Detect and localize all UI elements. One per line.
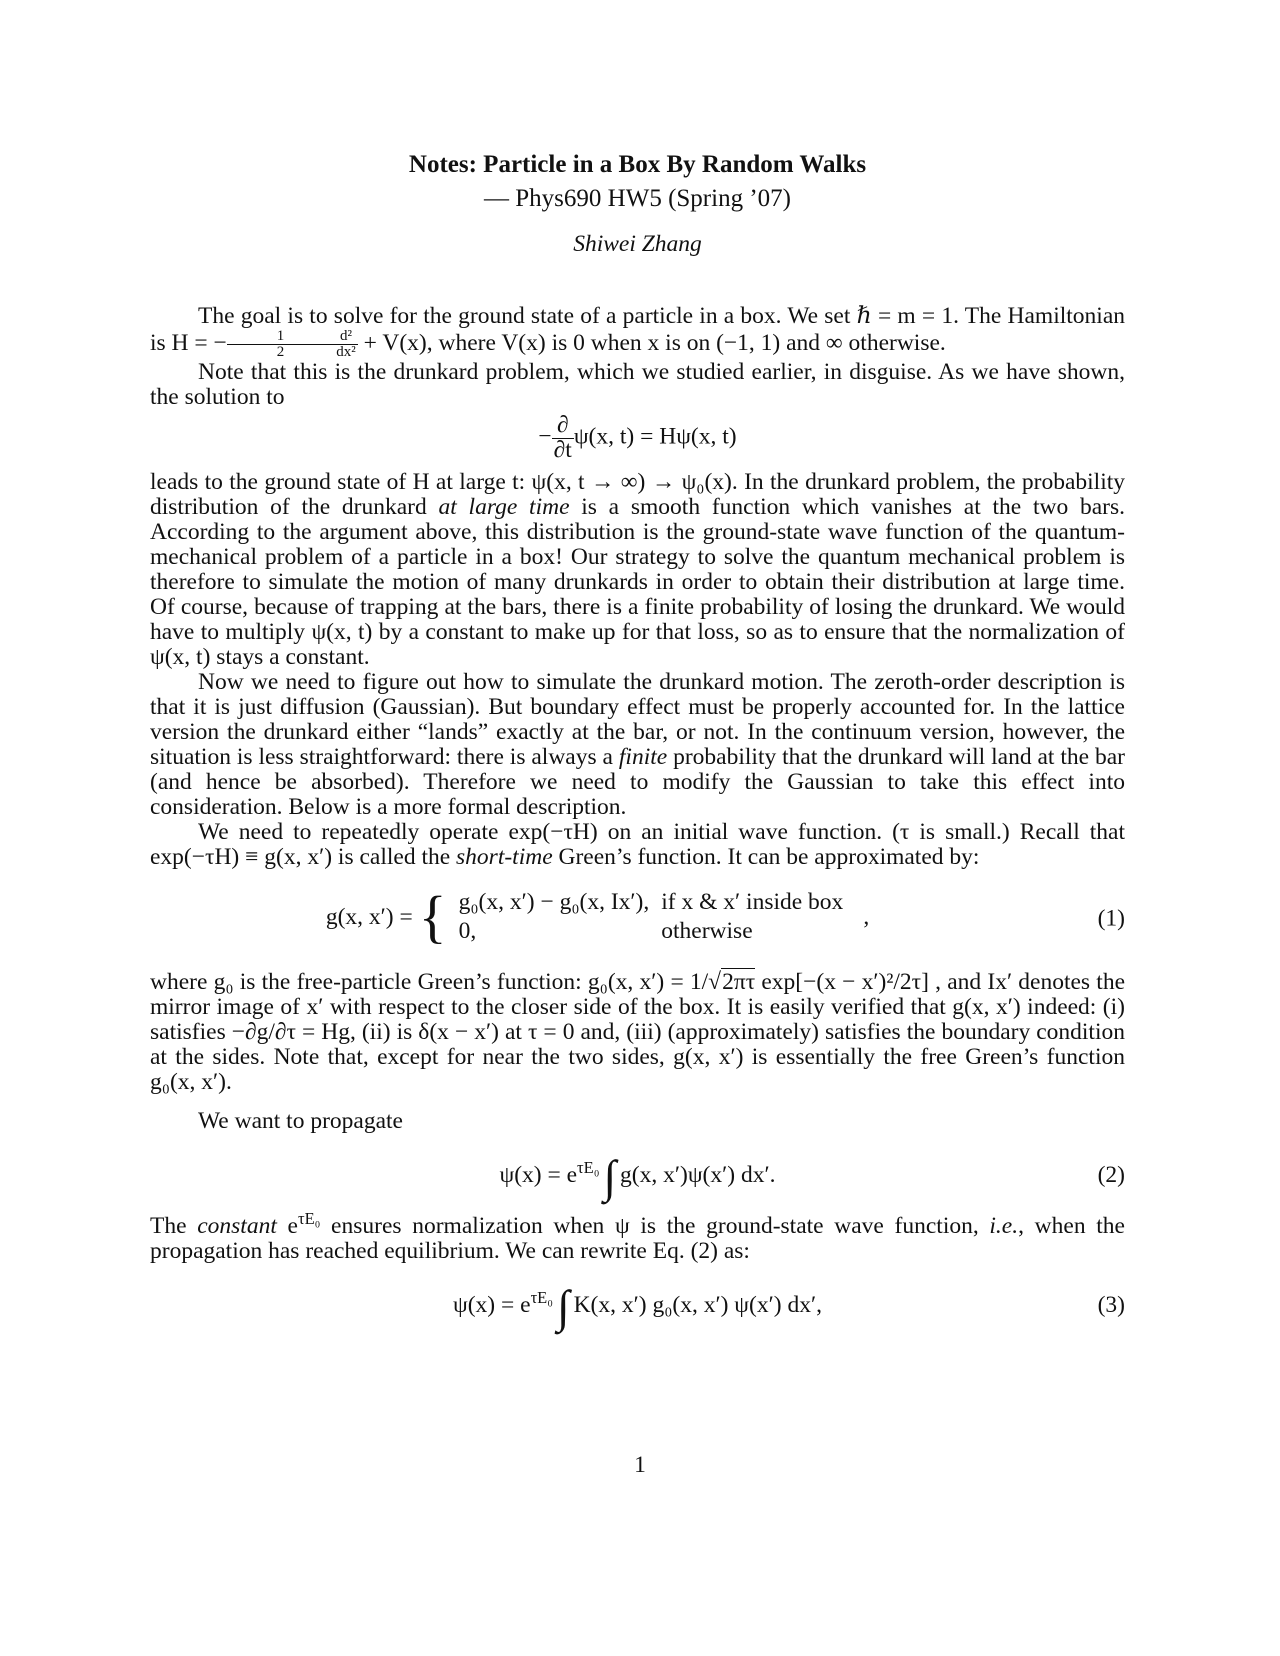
paragraph-4: Now we need to figure out how to simulate the drunkard motion. The zeroth-order description is that it is just diffusion (Gaussian). But boundary effect must be properly accounted for. In the lattice version the drunkard either “lands” exactly at the bar, or not. In the continuum version, however, the situation is less straightforward: there is always a finite probability that the drunkard will land at the bar (and hence be absorbed). Therefore we need to modify the Gaussian to take this effect into consideration. Below is a more formal description. — [150, 669, 1125, 820]
brace-symbol: { — [418, 884, 447, 949]
paragraph-8: The constant $e^{\tau E_0}$ ensures normalization when ψ is the ground-state wave function, i.e., when the propagation has reached equilibrium. We can rewrite Eq. (2) as: — [150, 1209, 1125, 1264]
paper-title: Notes: Particle in a Box By Random Walks — [408, 151, 867, 178]
piecewise-definition: g(x, x′) = { g₀(x, x′) − g₀(x, Ix′), if x & x′ inside box 0, otherwise , — [325, 884, 870, 949]
equation-number-1: (1) — [1097, 905, 1125, 932]
paragraph-5: We need to repeatedly operate exp(−τH) on an initial wave function. (τ is small.) Recall that exp(−τH) ≡ g(x, x′) is called the short-time Green’s function. It can be approximated by: — [150, 819, 1125, 870]
fraction-partial-t: $\frac{\partial}{\partial t}$ — [553, 412, 572, 463]
fraction-half: $\frac{1}{2}$ — [227, 329, 287, 360]
paragraph-2: Note that this is the drunkard problem, which we studied earlier, in disguise. As we have shown, the solution to — [150, 359, 1125, 410]
integral-symbol: ∫ — [556, 1280, 570, 1332]
cases-table: g₀(x, x′) − g₀(x, Ix′), if x & x′ inside box 0, otherwise — [458, 889, 844, 944]
page-number: 1 — [634, 1452, 646, 1478]
paragraph-7: We want to propagate — [198, 1108, 403, 1134]
paper-subtitle: — Phys690 HW5 (Spring ’07) — [484, 185, 791, 212]
fraction-second-derivative: $\frac{\text{d²}}{\text{dx²}}$ — [286, 329, 358, 360]
equation-1 — [150, 884, 1125, 950]
equation-number-3: (3) — [1097, 1292, 1125, 1318]
equation-diffusion: − $\frac{\partial}{\partial t}$ ψ(x, t) = Hψ(x, t) — [538, 412, 737, 463]
paragraph-3: leads to the ground state of H at large t: ψ(x, t → ∞) → ψ₀(x). In the drunkard problem, the probability distribution of the drunkard at large time is a smooth function which vanishes at the two bars. According to the argument above, this distribution is the ground-state wave function of the quantum-mechanical problem of a particle in a box! Our strategy to solve the quantum mechanical problem is therefore to simulate the motion of many drunkards in order to obtain their distribution at large time. Of course, because of trapping at the bars, there is a finite probability of losing the drunkard. We would have to multiply ψ(x, t) by a constant to make up for that loss, so as to ensure that the normalization of ψ(x, t) stays a constant. — [150, 469, 1125, 670]
paragraph-1: The goal is to solve for the ground state of a particle in a box. We set ℏ = m = 1. The Hamiltonian is H = − $\frac{1}{2}$ $\frac{\text{d²}}{\text{dx²}}$ + V(x), where V(x) is 0 when x is on (−1, 1) and ∞ otherwise. — [150, 303, 1125, 360]
paper-author: Shiwei Zhang — [573, 231, 702, 257]
equation-2: $\psi(x) = e^{\tau E_0}\int$ g(x, x′)ψ(x′) dx′. (2) — [150, 1148, 1125, 1202]
equation-3: $\psi(x) = e^{\tau E_0}\int$ K(x, x′) g₀(x, x′) ψ(x′) dx′, (3) — [150, 1278, 1125, 1332]
paper-page — [150, 150, 1125, 1332]
equation-number-2: (2) — [1097, 1162, 1125, 1188]
paragraph-6: where g₀ is the free-particle Green’s function: g₀(x, x′) = 1/√2πτ exp[−(x − x′)²/2τ] , and Ix′ denotes the mirror image of x′ with respect to the closer side of the box. It is easily verified that g(x, x′) indeed: (i) satisfies −∂g/∂τ = Hg, (ii) is δ(x − x′) at τ = 0 and, (iii) (approximately) satisfies the boundary condition at the sides. Note that, except for near the two sides, g(x, x′) is essentially the free Green’s function g₀(x, x′). — [150, 969, 1125, 1095]
integral-symbol: ∫ — [603, 1150, 617, 1202]
